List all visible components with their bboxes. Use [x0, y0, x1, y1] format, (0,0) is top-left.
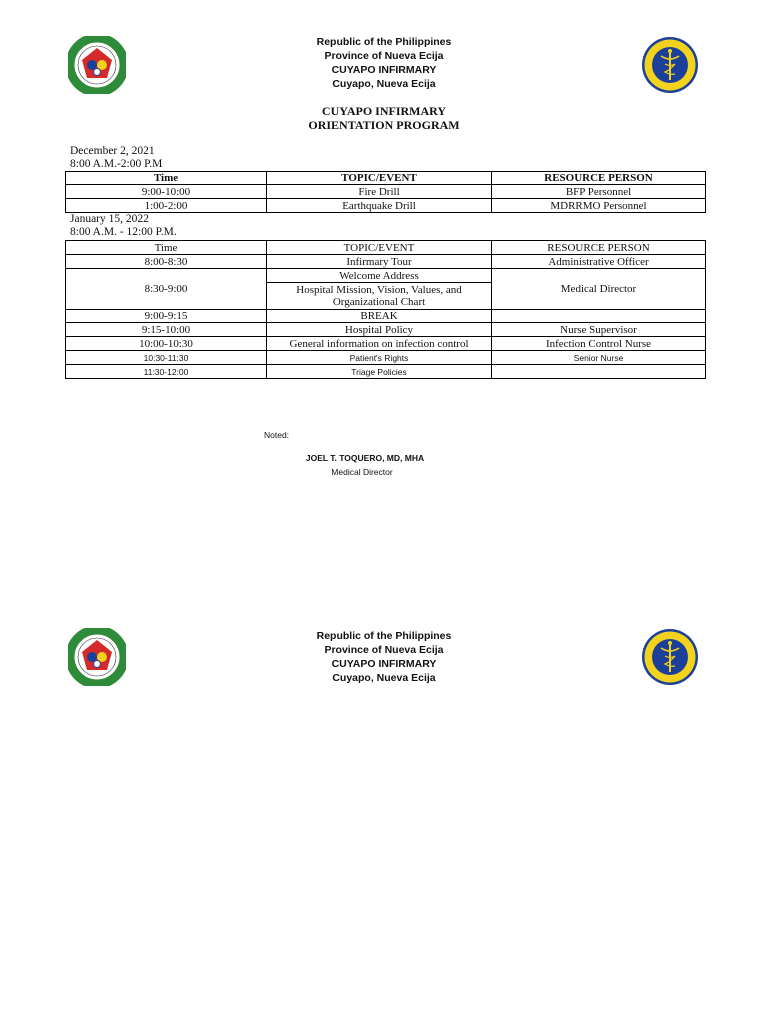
cell-resource-person: Medical Director — [492, 269, 706, 310]
noted-label: Noted: — [264, 430, 290, 440]
cell-time: 9:00-9:15 — [66, 310, 267, 323]
letterhead-province: Province of Nueva Ecija — [324, 50, 444, 62]
table-row — [66, 351, 706, 365]
cell-topic: Triage Policies — [267, 365, 492, 379]
table-row — [66, 337, 706, 351]
cell-time: 10:00-10:30 — [66, 337, 267, 351]
cell-time: 8:00-8:30 — [66, 255, 267, 269]
session2-time: 8:00 A.M. - 12:00 P.M. — [70, 226, 177, 238]
cell-resource-person: Nurse Supervisor — [492, 323, 706, 337]
table-header-row — [66, 241, 706, 255]
letterhead — [0, 629, 768, 685]
cell-topic: Infirmary Tour — [267, 255, 492, 269]
header-topic: TOPIC/EVENT — [267, 241, 492, 255]
cell-topic: Earthquake Drill — [267, 199, 492, 213]
cell-resource-person — [492, 365, 706, 379]
header-time: Time — [66, 241, 267, 255]
table-row — [66, 365, 706, 379]
letterhead-address: Cuyapo, Nueva Ecija — [332, 672, 436, 684]
session1-table — [65, 171, 706, 213]
cell-time: 9:15-10:00 — [66, 323, 267, 337]
cell-resource-person: Infection Control Nurse — [492, 337, 706, 351]
cell-resource-person: Senior Nurse — [492, 351, 706, 365]
letterhead-institution: CUYAPO INFIRMARY — [331, 64, 437, 76]
program-title-line2: ORIENTATION PROGRAM — [308, 118, 460, 132]
header-resource-person: RESOURCE PERSON — [492, 241, 706, 255]
table-row — [66, 323, 706, 337]
cell-time: 1:00-2:00 — [66, 199, 267, 213]
cell-topic: Hospital Mission, Vision, Values, and Organizational Chart — [267, 283, 492, 310]
cell-resource-person — [492, 310, 706, 323]
session1-time: 8:00 A.M.-2:00 P.M — [70, 158, 163, 170]
cell-time: 9:00-10:00 — [66, 185, 267, 199]
table-row — [66, 185, 706, 199]
table-row — [66, 269, 706, 283]
cell-time: 8:30-9:00 — [66, 269, 267, 310]
session1-date: December 2, 2021 — [70, 145, 155, 157]
cell-time: 11:30-12:00 — [66, 365, 267, 379]
header-resource-person: RESOURCE PERSON — [492, 172, 706, 185]
session2-date: January 15, 2022 — [70, 213, 149, 225]
cell-topic: Patient's Rights — [267, 351, 492, 365]
letterhead-country: Republic of the Philippines — [316, 630, 452, 642]
letterhead-institution: CUYAPO INFIRMARY — [331, 658, 437, 670]
cell-resource-person: Administrative Officer — [492, 255, 706, 269]
cell-topic: Welcome Address — [267, 269, 492, 283]
header-topic: TOPIC/EVENT — [267, 172, 492, 185]
table-row — [66, 310, 706, 323]
cell-resource-person: BFP Personnel — [492, 185, 706, 199]
table-row — [66, 199, 706, 213]
program-title-line1: CUYAPO INFIRMARY — [321, 104, 447, 118]
cell-topic: General information on infection control — [267, 337, 492, 351]
table-row — [66, 255, 706, 269]
header-time: Time — [66, 172, 267, 185]
session2-table — [65, 240, 706, 379]
letterhead-address: Cuyapo, Nueva Ecija — [332, 78, 436, 90]
program-title — [0, 104, 768, 132]
cell-resource-person: MDRRMO Personnel — [492, 199, 706, 213]
signatory-title: Medical Director — [331, 467, 393, 477]
cell-topic: Fire Drill — [267, 185, 492, 199]
letterhead — [0, 35, 768, 91]
letterhead-country: Republic of the Philippines — [316, 36, 452, 48]
letterhead-province: Province of Nueva Ecija — [324, 644, 444, 656]
cell-topic: Hospital Policy — [267, 323, 492, 337]
signatory-name: JOEL T. TOQUERO, MD, MHA — [305, 453, 425, 463]
cell-topic: BREAK — [267, 310, 492, 323]
cell-time: 10:30-11:30 — [66, 351, 267, 365]
table-header-row — [66, 172, 706, 185]
